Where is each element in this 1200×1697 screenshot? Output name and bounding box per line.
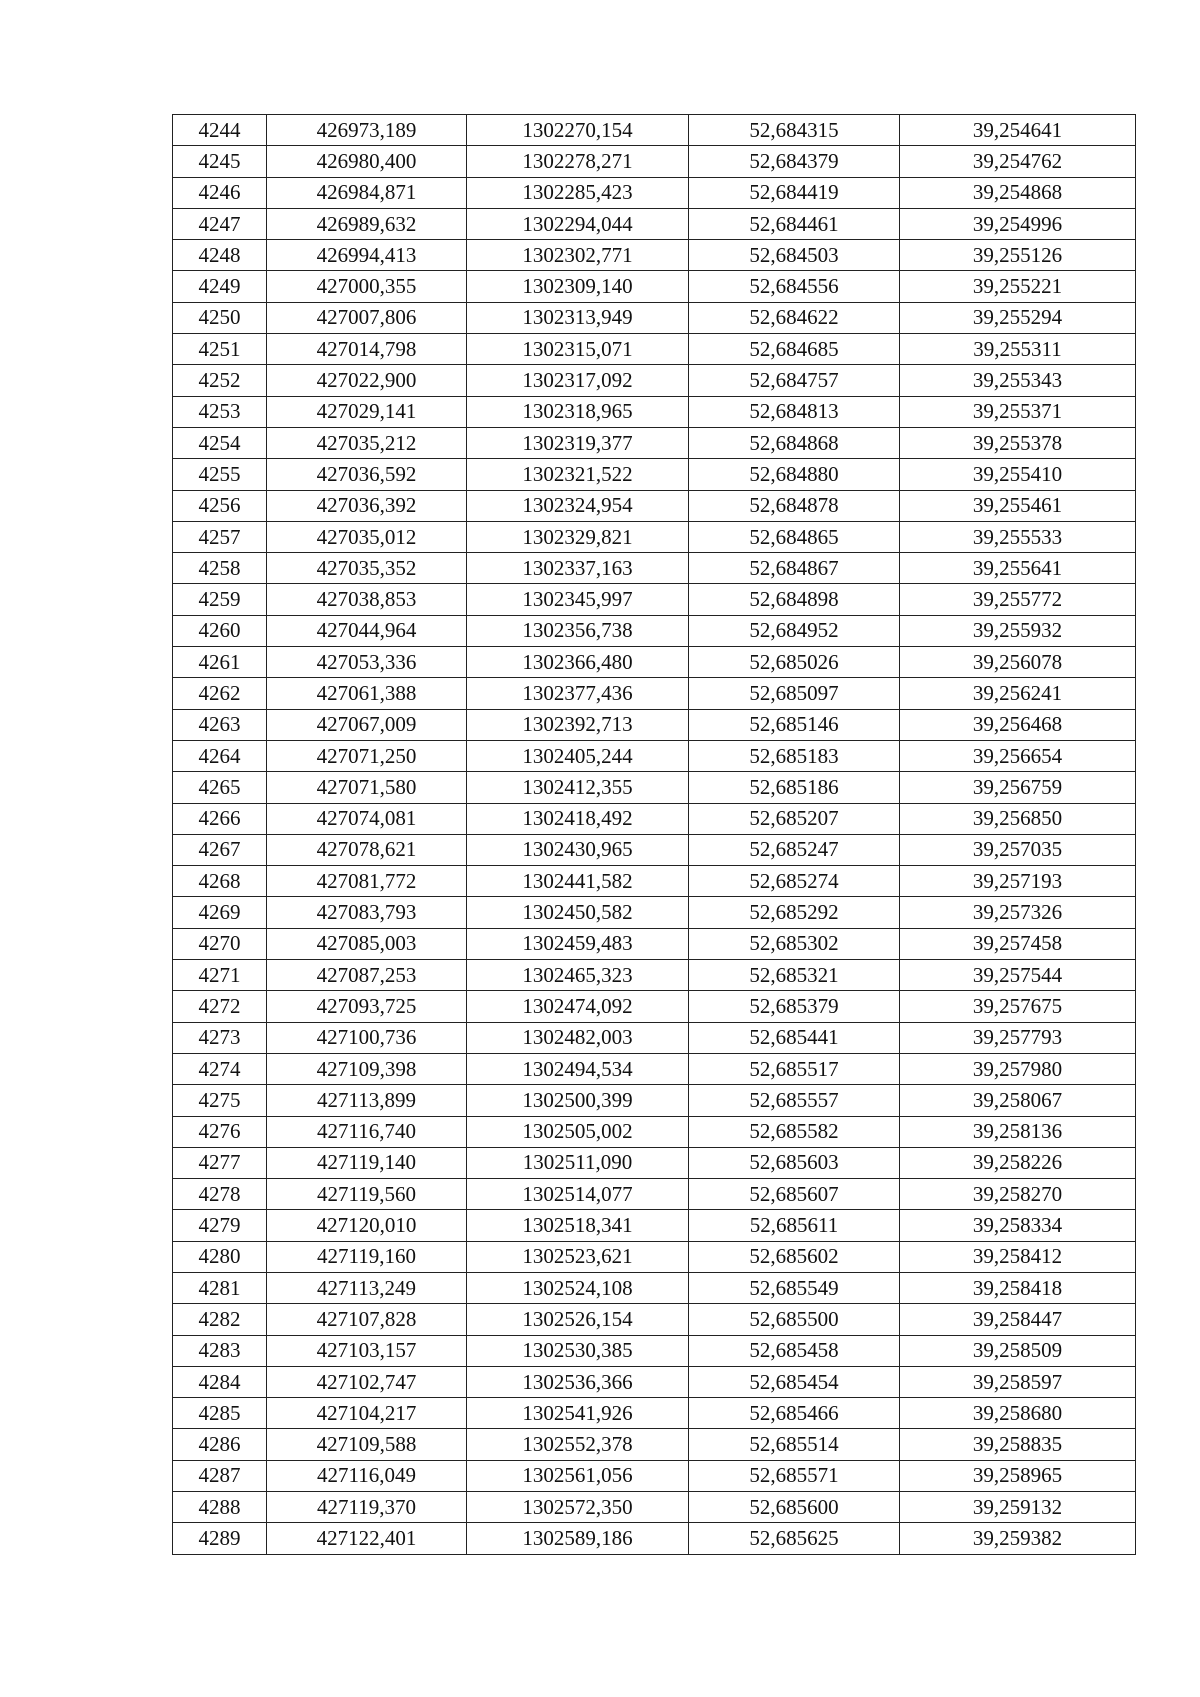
point-number-cell: 4261: [173, 647, 267, 678]
longitude-cell: 39,258412: [900, 1241, 1136, 1272]
latitude-cell: 52,685247: [689, 834, 900, 865]
longitude-cell: 39,255641: [900, 553, 1136, 584]
table-row: [173, 866, 1136, 897]
latitude-cell: 52,685625: [689, 1523, 900, 1554]
longitude-cell: 39,255221: [900, 271, 1136, 302]
latitude-cell: 52,685207: [689, 803, 900, 834]
latitude-cell: 52,685607: [689, 1179, 900, 1210]
point-number-cell: 4265: [173, 772, 267, 803]
latitude-cell: 52,685602: [689, 1241, 900, 1272]
longitude-cell: 39,255378: [900, 427, 1136, 458]
y-coordinate-cell: 1302377,436: [467, 678, 689, 709]
longitude-cell: 39,256241: [900, 678, 1136, 709]
x-coordinate-cell: 427083,793: [267, 897, 467, 928]
latitude-cell: 52,685321: [689, 960, 900, 991]
x-coordinate-cell: 427119,160: [267, 1241, 467, 1272]
point-number-cell: 4275: [173, 1085, 267, 1116]
y-coordinate-cell: 1302511,090: [467, 1147, 689, 1178]
longitude-cell: 39,258067: [900, 1085, 1136, 1116]
y-coordinate-cell: 1302392,713: [467, 709, 689, 740]
y-coordinate-cell: 1302572,350: [467, 1492, 689, 1523]
x-coordinate-cell: 427081,772: [267, 866, 467, 897]
x-coordinate-cell: 427100,736: [267, 1022, 467, 1053]
latitude-cell: 52,684685: [689, 334, 900, 365]
table-row: [173, 490, 1136, 521]
latitude-cell: 52,685517: [689, 1053, 900, 1084]
x-coordinate-cell: 427107,828: [267, 1304, 467, 1335]
table-row: [173, 365, 1136, 396]
table-row: [173, 1523, 1136, 1554]
longitude-cell: 39,255410: [900, 459, 1136, 490]
y-coordinate-cell: 1302465,323: [467, 960, 689, 991]
longitude-cell: 39,257980: [900, 1053, 1136, 1084]
x-coordinate-cell: 427038,853: [267, 584, 467, 615]
longitude-cell: 39,255533: [900, 521, 1136, 552]
longitude-cell: 39,259382: [900, 1523, 1136, 1554]
latitude-cell: 52,684461: [689, 208, 900, 239]
y-coordinate-cell: 1302494,534: [467, 1053, 689, 1084]
latitude-cell: 52,685514: [689, 1429, 900, 1460]
x-coordinate-cell: 427085,003: [267, 928, 467, 959]
longitude-cell: 39,256078: [900, 647, 1136, 678]
longitude-cell: 39,257326: [900, 897, 1136, 928]
x-coordinate-cell: 427078,621: [267, 834, 467, 865]
y-coordinate-cell: 1302500,399: [467, 1085, 689, 1116]
y-coordinate-cell: 1302318,965: [467, 396, 689, 427]
longitude-cell: 39,256654: [900, 740, 1136, 771]
longitude-cell: 39,259132: [900, 1492, 1136, 1523]
table-row: [173, 1241, 1136, 1272]
x-coordinate-cell: 426989,632: [267, 208, 467, 239]
longitude-cell: 39,255311: [900, 334, 1136, 365]
x-coordinate-cell: 427120,010: [267, 1210, 467, 1241]
x-coordinate-cell: 427044,964: [267, 615, 467, 646]
table-row: [173, 1460, 1136, 1491]
x-coordinate-cell: 427093,725: [267, 991, 467, 1022]
table-row: [173, 1366, 1136, 1397]
latitude-cell: 52,684898: [689, 584, 900, 615]
point-number-cell: 4260: [173, 615, 267, 646]
x-coordinate-cell: 427103,157: [267, 1335, 467, 1366]
table-row: [173, 1210, 1136, 1241]
point-number-cell: 4285: [173, 1398, 267, 1429]
table-row: [173, 146, 1136, 177]
point-number-cell: 4267: [173, 834, 267, 865]
x-coordinate-cell: 427074,081: [267, 803, 467, 834]
latitude-cell: 52,684622: [689, 302, 900, 333]
x-coordinate-cell: 426973,189: [267, 115, 467, 146]
x-coordinate-cell: 427036,392: [267, 490, 467, 521]
point-number-cell: 4287: [173, 1460, 267, 1491]
latitude-cell: 52,684878: [689, 490, 900, 521]
latitude-cell: 52,685600: [689, 1492, 900, 1523]
point-number-cell: 4252: [173, 365, 267, 396]
y-coordinate-cell: 1302482,003: [467, 1022, 689, 1053]
latitude-cell: 52,684880: [689, 459, 900, 490]
latitude-cell: 52,684867: [689, 553, 900, 584]
latitude-cell: 52,684813: [689, 396, 900, 427]
table-row: [173, 177, 1136, 208]
table-row: [173, 459, 1136, 490]
x-coordinate-cell: 427109,398: [267, 1053, 467, 1084]
latitude-cell: 52,685549: [689, 1272, 900, 1303]
x-coordinate-cell: 427067,009: [267, 709, 467, 740]
point-number-cell: 4281: [173, 1272, 267, 1303]
table-row: [173, 584, 1136, 615]
point-number-cell: 4255: [173, 459, 267, 490]
latitude-cell: 52,684379: [689, 146, 900, 177]
y-coordinate-cell: 1302278,271: [467, 146, 689, 177]
y-coordinate-cell: 1302530,385: [467, 1335, 689, 1366]
longitude-cell: 39,255294: [900, 302, 1136, 333]
x-coordinate-cell: 426980,400: [267, 146, 467, 177]
table-row: [173, 1492, 1136, 1523]
table-row: [173, 396, 1136, 427]
table-row: [173, 803, 1136, 834]
longitude-cell: 39,255371: [900, 396, 1136, 427]
y-coordinate-cell: 1302441,582: [467, 866, 689, 897]
latitude-cell: 52,684503: [689, 240, 900, 271]
table-row: [173, 427, 1136, 458]
point-number-cell: 4264: [173, 740, 267, 771]
y-coordinate-cell: 1302536,366: [467, 1366, 689, 1397]
y-coordinate-cell: 1302405,244: [467, 740, 689, 771]
point-number-cell: 4256: [173, 490, 267, 521]
point-number-cell: 4276: [173, 1116, 267, 1147]
table-row: [173, 334, 1136, 365]
latitude-cell: 52,685026: [689, 647, 900, 678]
x-coordinate-cell: 427116,049: [267, 1460, 467, 1491]
table-row: [173, 115, 1136, 146]
x-coordinate-cell: 427035,012: [267, 521, 467, 552]
table-row: [173, 897, 1136, 928]
latitude-cell: 52,685097: [689, 678, 900, 709]
y-coordinate-cell: 1302552,378: [467, 1429, 689, 1460]
table-row: [173, 1272, 1136, 1303]
longitude-cell: 39,257793: [900, 1022, 1136, 1053]
latitude-cell: 52,684556: [689, 271, 900, 302]
table-row: [173, 615, 1136, 646]
point-number-cell: 4283: [173, 1335, 267, 1366]
x-coordinate-cell: 427116,740: [267, 1116, 467, 1147]
latitude-cell: 52,685146: [689, 709, 900, 740]
y-coordinate-cell: 1302270,154: [467, 115, 689, 146]
table-row: [173, 772, 1136, 803]
x-coordinate-cell: 426994,413: [267, 240, 467, 271]
coordinate-table-body: [173, 115, 1136, 1555]
y-coordinate-cell: 1302313,949: [467, 302, 689, 333]
table-row: [173, 834, 1136, 865]
longitude-cell: 39,258680: [900, 1398, 1136, 1429]
latitude-cell: 52,685292: [689, 897, 900, 928]
latitude-cell: 52,685458: [689, 1335, 900, 1366]
y-coordinate-cell: 1302317,092: [467, 365, 689, 396]
table-row: [173, 740, 1136, 771]
y-coordinate-cell: 1302309,140: [467, 271, 689, 302]
longitude-cell: 39,257458: [900, 928, 1136, 959]
x-coordinate-cell: 427104,217: [267, 1398, 467, 1429]
latitude-cell: 52,685274: [689, 866, 900, 897]
point-number-cell: 4259: [173, 584, 267, 615]
longitude-cell: 39,257193: [900, 866, 1136, 897]
longitude-cell: 39,255461: [900, 490, 1136, 521]
x-coordinate-cell: 427029,141: [267, 396, 467, 427]
y-coordinate-cell: 1302302,771: [467, 240, 689, 271]
point-number-cell: 4271: [173, 960, 267, 991]
table-row: [173, 928, 1136, 959]
y-coordinate-cell: 1302561,056: [467, 1460, 689, 1491]
longitude-cell: 39,255343: [900, 365, 1136, 396]
x-coordinate-cell: 427119,560: [267, 1179, 467, 1210]
x-coordinate-cell: 427061,388: [267, 678, 467, 709]
latitude-cell: 52,684865: [689, 521, 900, 552]
point-number-cell: 4284: [173, 1366, 267, 1397]
longitude-cell: 39,258965: [900, 1460, 1136, 1491]
point-number-cell: 4277: [173, 1147, 267, 1178]
point-number-cell: 4257: [173, 521, 267, 552]
latitude-cell: 52,685302: [689, 928, 900, 959]
table-row: [173, 1429, 1136, 1460]
point-number-cell: 4288: [173, 1492, 267, 1523]
latitude-cell: 52,685186: [689, 772, 900, 803]
y-coordinate-cell: 1302315,071: [467, 334, 689, 365]
longitude-cell: 39,254996: [900, 208, 1136, 239]
latitude-cell: 52,684757: [689, 365, 900, 396]
y-coordinate-cell: 1302505,002: [467, 1116, 689, 1147]
longitude-cell: 39,256468: [900, 709, 1136, 740]
y-coordinate-cell: 1302412,355: [467, 772, 689, 803]
y-coordinate-cell: 1302526,154: [467, 1304, 689, 1335]
table-row: [173, 271, 1136, 302]
table-row: [173, 1053, 1136, 1084]
x-coordinate-cell: 427053,336: [267, 647, 467, 678]
longitude-cell: 39,258509: [900, 1335, 1136, 1366]
point-number-cell: 4263: [173, 709, 267, 740]
point-number-cell: 4286: [173, 1429, 267, 1460]
y-coordinate-cell: 1302474,092: [467, 991, 689, 1022]
x-coordinate-cell: 427071,250: [267, 740, 467, 771]
table-row: [173, 647, 1136, 678]
longitude-cell: 39,255126: [900, 240, 1136, 271]
longitude-cell: 39,258835: [900, 1429, 1136, 1460]
longitude-cell: 39,255932: [900, 615, 1136, 646]
table-row: [173, 208, 1136, 239]
x-coordinate-cell: 427102,747: [267, 1366, 467, 1397]
table-row: [173, 1304, 1136, 1335]
latitude-cell: 52,685441: [689, 1022, 900, 1053]
point-number-cell: 4244: [173, 115, 267, 146]
point-number-cell: 4247: [173, 208, 267, 239]
point-number-cell: 4262: [173, 678, 267, 709]
latitude-cell: 52,685611: [689, 1210, 900, 1241]
point-number-cell: 4246: [173, 177, 267, 208]
point-number-cell: 4273: [173, 1022, 267, 1053]
coordinate-table: [172, 114, 1136, 1555]
point-number-cell: 4282: [173, 1304, 267, 1335]
longitude-cell: 39,255772: [900, 584, 1136, 615]
x-coordinate-cell: 427087,253: [267, 960, 467, 991]
y-coordinate-cell: 1302366,480: [467, 647, 689, 678]
latitude-cell: 52,684952: [689, 615, 900, 646]
point-number-cell: 4268: [173, 866, 267, 897]
y-coordinate-cell: 1302324,954: [467, 490, 689, 521]
x-coordinate-cell: 427113,899: [267, 1085, 467, 1116]
y-coordinate-cell: 1302285,423: [467, 177, 689, 208]
point-number-cell: 4248: [173, 240, 267, 271]
y-coordinate-cell: 1302514,077: [467, 1179, 689, 1210]
longitude-cell: 39,254641: [900, 115, 1136, 146]
latitude-cell: 52,685466: [689, 1398, 900, 1429]
x-coordinate-cell: 427036,592: [267, 459, 467, 490]
latitude-cell: 52,685603: [689, 1147, 900, 1178]
point-number-cell: 4250: [173, 302, 267, 333]
point-number-cell: 4253: [173, 396, 267, 427]
latitude-cell: 52,685571: [689, 1460, 900, 1491]
longitude-cell: 39,256850: [900, 803, 1136, 834]
x-coordinate-cell: 427109,588: [267, 1429, 467, 1460]
y-coordinate-cell: 1302319,377: [467, 427, 689, 458]
x-coordinate-cell: 427113,249: [267, 1272, 467, 1303]
table-row: [173, 1022, 1136, 1053]
longitude-cell: 39,258447: [900, 1304, 1136, 1335]
x-coordinate-cell: 427014,798: [267, 334, 467, 365]
longitude-cell: 39,254868: [900, 177, 1136, 208]
point-number-cell: 4251: [173, 334, 267, 365]
y-coordinate-cell: 1302329,821: [467, 521, 689, 552]
x-coordinate-cell: 427071,580: [267, 772, 467, 803]
y-coordinate-cell: 1302294,044: [467, 208, 689, 239]
latitude-cell: 52,684419: [689, 177, 900, 208]
point-number-cell: 4258: [173, 553, 267, 584]
point-number-cell: 4270: [173, 928, 267, 959]
latitude-cell: 52,684868: [689, 427, 900, 458]
x-coordinate-cell: 427007,806: [267, 302, 467, 333]
latitude-cell: 52,684315: [689, 115, 900, 146]
table-row: [173, 960, 1136, 991]
table-row: [173, 1179, 1136, 1210]
table-row: [173, 678, 1136, 709]
table-row: [173, 553, 1136, 584]
point-number-cell: 4280: [173, 1241, 267, 1272]
table-row: [173, 1147, 1136, 1178]
y-coordinate-cell: 1302356,738: [467, 615, 689, 646]
x-coordinate-cell: 427035,352: [267, 553, 467, 584]
longitude-cell: 39,257035: [900, 834, 1136, 865]
y-coordinate-cell: 1302524,108: [467, 1272, 689, 1303]
y-coordinate-cell: 1302345,997: [467, 584, 689, 615]
latitude-cell: 52,685557: [689, 1085, 900, 1116]
longitude-cell: 39,254762: [900, 146, 1136, 177]
point-number-cell: 4249: [173, 271, 267, 302]
y-coordinate-cell: 1302523,621: [467, 1241, 689, 1272]
longitude-cell: 39,258226: [900, 1147, 1136, 1178]
longitude-cell: 39,258270: [900, 1179, 1136, 1210]
longitude-cell: 39,258334: [900, 1210, 1136, 1241]
point-number-cell: 4272: [173, 991, 267, 1022]
y-coordinate-cell: 1302450,582: [467, 897, 689, 928]
longitude-cell: 39,257675: [900, 991, 1136, 1022]
table-row: [173, 709, 1136, 740]
longitude-cell: 39,258418: [900, 1272, 1136, 1303]
longitude-cell: 39,258597: [900, 1366, 1136, 1397]
x-coordinate-cell: 427119,370: [267, 1492, 467, 1523]
point-number-cell: 4279: [173, 1210, 267, 1241]
table-row: [173, 1398, 1136, 1429]
latitude-cell: 52,685454: [689, 1366, 900, 1397]
y-coordinate-cell: 1302321,522: [467, 459, 689, 490]
x-coordinate-cell: 427000,355: [267, 271, 467, 302]
y-coordinate-cell: 1302518,341: [467, 1210, 689, 1241]
table-row: [173, 1116, 1136, 1147]
longitude-cell: 39,257544: [900, 960, 1136, 991]
x-coordinate-cell: 426984,871: [267, 177, 467, 208]
point-number-cell: 4254: [173, 427, 267, 458]
longitude-cell: 39,256759: [900, 772, 1136, 803]
y-coordinate-cell: 1302589,186: [467, 1523, 689, 1554]
y-coordinate-cell: 1302337,163: [467, 553, 689, 584]
y-coordinate-cell: 1302418,492: [467, 803, 689, 834]
y-coordinate-cell: 1302541,926: [467, 1398, 689, 1429]
point-number-cell: 4266: [173, 803, 267, 834]
y-coordinate-cell: 1302430,965: [467, 834, 689, 865]
table-row: [173, 240, 1136, 271]
x-coordinate-cell: 427035,212: [267, 427, 467, 458]
point-number-cell: 4269: [173, 897, 267, 928]
longitude-cell: 39,258136: [900, 1116, 1136, 1147]
point-number-cell: 4289: [173, 1523, 267, 1554]
latitude-cell: 52,685582: [689, 1116, 900, 1147]
table-row: [173, 1085, 1136, 1116]
table-row: [173, 1335, 1136, 1366]
point-number-cell: 4245: [173, 146, 267, 177]
x-coordinate-cell: 427122,401: [267, 1523, 467, 1554]
latitude-cell: 52,685379: [689, 991, 900, 1022]
x-coordinate-cell: 427119,140: [267, 1147, 467, 1178]
x-coordinate-cell: 427022,900: [267, 365, 467, 396]
table-row: [173, 302, 1136, 333]
latitude-cell: 52,685183: [689, 740, 900, 771]
table-row: [173, 521, 1136, 552]
latitude-cell: 52,685500: [689, 1304, 900, 1335]
y-coordinate-cell: 1302459,483: [467, 928, 689, 959]
point-number-cell: 4278: [173, 1179, 267, 1210]
table-row: [173, 991, 1136, 1022]
point-number-cell: 4274: [173, 1053, 267, 1084]
